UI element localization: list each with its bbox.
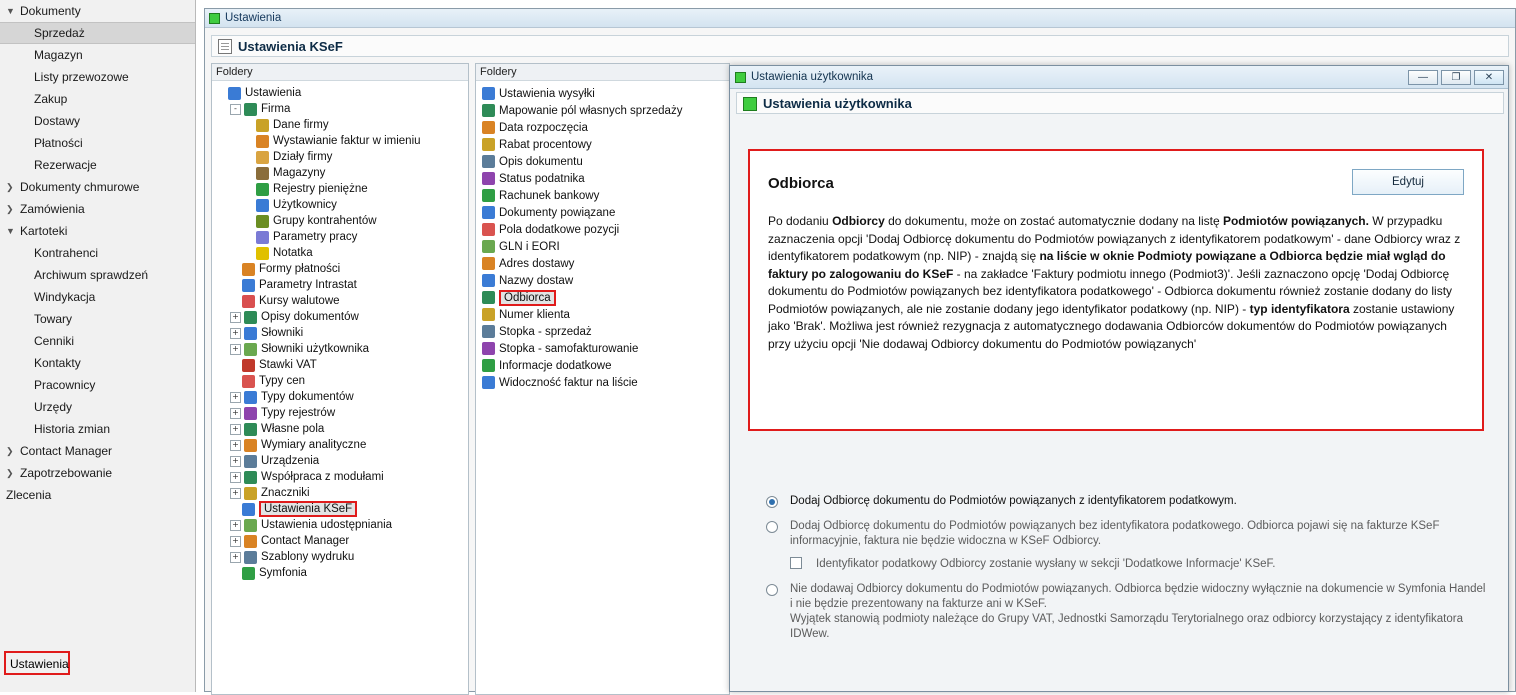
tree-item-label: Słowniki (261, 327, 304, 339)
page-title-text: Ustawienia KSeF (238, 38, 343, 54)
tree-item[interactable] (212, 197, 468, 213)
folder-icon (482, 155, 495, 168)
navigation-sidebar (0, 0, 196, 692)
tree-item-label: Contact Manager (261, 535, 350, 547)
sidebar-item-archiwum-sprawdze-[interactable]: Archiwum sprawdzeń (34, 268, 149, 282)
panel1-header: Foldery (212, 64, 468, 81)
expander-placeholder (244, 233, 253, 242)
list-item[interactable] (476, 204, 729, 221)
userdict-icon (244, 343, 257, 356)
chevron-icon: ❯ (6, 445, 14, 456)
tree-item[interactable] (212, 485, 468, 501)
list-item-label: Informacje dodatkowe (499, 359, 612, 372)
subfolders-panel (475, 63, 730, 695)
minimize-button[interactable]: — (1408, 70, 1438, 85)
tree-item[interactable] (212, 117, 468, 133)
list-item[interactable] (476, 170, 729, 187)
expander-placeholder (230, 265, 239, 274)
folders-tree-panel (211, 63, 469, 695)
symfonia-icon (242, 567, 255, 580)
folder-icon (482, 87, 495, 100)
tree-item-label: Ustawienia udostępniania (261, 519, 393, 531)
vat-icon (242, 359, 255, 372)
tree-item[interactable] (212, 469, 468, 485)
group-icon (256, 215, 269, 228)
panel1-body[interactable] (212, 81, 468, 694)
print-icon (244, 551, 257, 564)
tree-item-label: Typy cen (259, 375, 306, 387)
tree-item[interactable] (212, 149, 468, 165)
price-icon (242, 375, 255, 388)
sidebar-item-zlecenia[interactable]: Zlecenia (6, 488, 52, 502)
tree-item-label: Własne pola (261, 423, 325, 435)
radio-option-1[interactable] (760, 519, 1490, 572)
radio-option-0[interactable] (760, 494, 1490, 509)
expander-placeholder (244, 121, 253, 130)
list-item-label: Mapowanie pól własnych sprzedaży (499, 104, 683, 117)
sidebar-group-label: Zamówienia (20, 202, 85, 216)
dialog-section-icon (743, 97, 757, 111)
radio-option-2[interactable] (760, 582, 1490, 642)
list-item-label: Widoczność faktur na liście (499, 376, 638, 389)
list-item[interactable] (476, 221, 729, 238)
list-item[interactable] (476, 153, 729, 170)
doctype-icon (244, 391, 257, 404)
tree-item-label: Słowniki użytkownika (261, 343, 370, 355)
tree-item-label: Symfonia (259, 567, 307, 579)
expander-placeholder (244, 201, 253, 210)
expander-placeholder (230, 505, 239, 514)
dialog-subheader (736, 92, 1504, 114)
folder-icon (482, 359, 495, 372)
list-item-label: GLN i EORI (499, 240, 560, 253)
expander-placeholder (244, 217, 253, 226)
tree-item[interactable] (212, 453, 468, 469)
sidebar-group-3[interactable] (0, 220, 195, 242)
sidebar-item-listy-przewozowe[interactable]: Listy przewozowe (34, 70, 129, 84)
chevron-icon: ▼ (6, 6, 15, 16)
expander-icon[interactable]: + (230, 344, 241, 355)
invoice-icon (256, 135, 269, 148)
radio-icon[interactable] (766, 521, 778, 533)
currency-icon (242, 295, 255, 308)
odbiorca-heading: Odbiorca (768, 175, 834, 192)
tree-item[interactable] (212, 101, 468, 117)
sidebar-item-rezerwacje[interactable]: Rezerwacje (34, 158, 97, 172)
tree-item-label: Formy płatności (259, 263, 341, 275)
chevron-icon: ❯ (6, 181, 14, 192)
list-item[interactable] (476, 289, 729, 306)
tree-item-label: Ustawienia KSeF (259, 501, 357, 517)
dict-icon (244, 327, 257, 340)
folder-icon (482, 325, 495, 338)
fields-icon (244, 423, 257, 436)
list-item-label: Odbiorca (499, 290, 556, 306)
sidebar-item-towary[interactable]: Towary (34, 312, 73, 326)
dialog-title: Ustawienia użytkownika (751, 71, 874, 83)
list-item[interactable] (476, 255, 729, 272)
expander-placeholder (244, 185, 253, 194)
list-item[interactable] (476, 102, 729, 119)
sidebar-item-kontakty[interactable]: Kontakty (34, 356, 81, 370)
company-icon (244, 103, 257, 116)
list-item-label: Numer klienta (499, 308, 570, 321)
expander-icon[interactable]: + (230, 312, 241, 323)
tree-item[interactable] (212, 533, 468, 549)
tree-item[interactable] (212, 85, 468, 101)
sidebar-item-zakup[interactable]: Zakup (34, 92, 68, 106)
sidebar-item-magazyn[interactable]: Magazyn (34, 48, 83, 62)
money-icon (256, 183, 269, 196)
intrastat-icon (242, 279, 255, 292)
folder-icon (482, 342, 495, 355)
app-icon (209, 13, 220, 24)
sidebar-item-p-atno-ci[interactable]: Płatności (34, 136, 83, 150)
list-item[interactable] (476, 238, 729, 255)
tree-item[interactable] (212, 229, 468, 245)
expander-placeholder (230, 297, 239, 306)
share-icon (244, 519, 257, 532)
odbiorca-options-group (760, 494, 1490, 652)
tree-item-label: Wymiary analityczne (261, 439, 367, 451)
tree-item[interactable] (212, 133, 468, 149)
tree-item-label: Notatka (273, 247, 313, 259)
regtype-icon (244, 407, 257, 420)
list-item-label: Dokumenty powiązane (499, 206, 616, 219)
expander-placeholder (244, 249, 253, 258)
list-item-label: Ustawienia wysyłki (499, 87, 595, 100)
panel2-header: Foldery (476, 64, 729, 81)
expander-icon[interactable]: + (230, 408, 241, 419)
folder-icon (482, 291, 495, 304)
note-icon (256, 247, 269, 260)
identyfikator-checkbox-row[interactable] (790, 556, 1490, 572)
list-item-label: Pola dodatkowe pozycji (499, 223, 620, 236)
user-settings-dialog (729, 65, 1509, 692)
tree-item-label: Opisy dokumentów (261, 311, 359, 323)
sidebar-group-label: Zapotrzebowanie (20, 466, 113, 480)
expander-placeholder (230, 569, 239, 578)
ksef-icon (242, 503, 255, 516)
tree-item-label: Magazyny (273, 167, 326, 179)
tree-item[interactable] (212, 341, 468, 357)
odbiorca-info-box (748, 149, 1484, 431)
sidebar-group-4[interactable] (0, 440, 195, 462)
radio-icon[interactable] (766, 496, 778, 508)
list-item-label: Rachunek bankowy (499, 189, 600, 202)
maximize-button[interactable]: ❐ (1441, 70, 1471, 85)
sidebar-group-label: Contact Manager (20, 444, 113, 458)
tree-item[interactable] (212, 165, 468, 181)
list-item[interactable] (476, 323, 729, 340)
tree-item[interactable] (212, 309, 468, 325)
dialog-app-icon (735, 72, 746, 83)
chevron-icon: ❯ (6, 203, 14, 214)
tree-item-label: Stawki VAT (259, 359, 317, 371)
sidebar-group-label: Dokumenty chmurowe (20, 180, 140, 194)
sidebar-group-0[interactable] (0, 0, 195, 22)
chevron-icon: ▼ (6, 226, 15, 236)
folder-icon (482, 308, 495, 321)
sidebar-item-ustawienia[interactable]: Ustawienia (4, 651, 70, 675)
odbiorca-description: Po dodaniu Odbiorcy do dokumentu, może on zostać automatycznie dodany na listę Podmiotów powiązanych. W przypadku zaznaczenia opcji 'Dodaj Odbiorcę dokumentu do Podmiotów powiązanych z identyfikatorem podatkowym' - dane Odbiorcy wraz z identyfikatorem podatkowym (np. NIP) - znajdą się na liście w oknie Podmioty powiązane a Odbiorca będzie miał wgląd do faktury po zalogowaniu do KSeF - na zakładce 'Faktury podmiotu innego (Podmiot3)'. Jeśli zaznaczono opcję 'Dodaj Odbiorcę dokumentu do Podmiotów powiązanych bez identyfikatora podatkowego' - Odbiorca dokumentu również zostanie dodany do listy Podmiotów powiązanych, ale nie zostanie dodany jego identyfikator podatkowy (np. NIP) - typ identyfikatora zostanie ustawiony jako 'Brak'. Możliwa jest również rezygnacja z automatycznego dodawania Odbiorców dokumentów do Podmiotów powiązanych przy użyciu opcji 'Nie dodawaj Odbiorcy dokumentu do Podmiotów powiązanych' (768, 214, 1461, 351)
tree-item-label: Działy firmy (273, 151, 333, 163)
checkbox-icon[interactable] (790, 557, 802, 569)
tree-item[interactable] (212, 565, 468, 581)
folder-icon (482, 104, 495, 117)
tree-item-label: Parametry pracy (273, 231, 358, 243)
edit-button[interactable]: Edytuj (1352, 169, 1464, 195)
tree-item[interactable] (212, 501, 468, 517)
list-item[interactable] (476, 272, 729, 289)
list-item-label: Rabat procentowy (499, 138, 592, 151)
sidebar-item-dostawy[interactable]: Dostawy (34, 114, 81, 128)
tree-item-label: Znaczniki (261, 487, 310, 499)
dim-icon (244, 439, 257, 452)
expander-icon[interactable]: + (230, 456, 241, 467)
panel2-body[interactable] (476, 81, 729, 694)
list-item[interactable] (476, 119, 729, 136)
tree-item[interactable] (212, 293, 468, 309)
params-icon (256, 231, 269, 244)
list-item[interactable] (476, 85, 729, 102)
sidebar-item-kontrahenci[interactable]: Kontrahenci (34, 246, 99, 260)
folder-icon (482, 138, 495, 151)
list-item[interactable] (476, 374, 729, 391)
expander-icon[interactable]: - (230, 104, 241, 115)
expander-icon[interactable]: + (230, 424, 241, 435)
tree-item[interactable] (212, 421, 468, 437)
settings-icon (228, 87, 241, 100)
expander-placeholder (244, 169, 253, 178)
expander-placeholder (230, 281, 239, 290)
list-item[interactable] (476, 306, 729, 323)
expander-placeholder (244, 153, 253, 162)
radio-icon[interactable] (766, 584, 778, 596)
tree-item-label: Firma (261, 103, 291, 115)
sidebar-group-label: Kartoteki (20, 224, 68, 238)
expander-icon[interactable]: + (230, 392, 241, 403)
sidebar-item-cenniki[interactable]: Cenniki (34, 334, 75, 348)
folder-icon (482, 223, 495, 236)
document-icon (218, 39, 232, 54)
tree-item-label: Urządzenia (261, 455, 320, 467)
cm-icon (244, 535, 257, 548)
tree-item-label: Dane firmy (273, 119, 329, 131)
expander-icon[interactable]: + (230, 440, 241, 451)
tree-item-label: Wystawianie faktur w imieniu (273, 135, 421, 147)
tree-item-label: Współpraca z modułami (261, 471, 384, 483)
list-item-label: Status podatnika (499, 172, 585, 185)
radio-option-label: Dodaj Odbiorcę dokumentu do Podmiotów powiązanych z identyfikatorem podatkowym. (790, 495, 1237, 507)
tree-item-label: Szablony wydruku (261, 551, 355, 563)
page-title (211, 35, 1509, 57)
sidebar-group-5[interactable] (0, 462, 195, 484)
tree-item-label: Użytkownicy (273, 199, 337, 211)
folder-icon (482, 121, 495, 134)
tree-item-label: Typy dokumentów (261, 391, 354, 403)
desc-icon (244, 311, 257, 324)
window-controls (1408, 70, 1508, 85)
modules-icon (244, 471, 257, 484)
expander-icon[interactable]: + (230, 552, 241, 563)
sidebar-item-urz-dy[interactable]: Urzędy (34, 400, 73, 414)
folder-icon (482, 172, 495, 185)
list-item-label: Stopka - samofakturowanie (499, 342, 639, 355)
expander-icon[interactable]: + (230, 328, 241, 339)
data-icon (256, 119, 269, 132)
users-icon (256, 199, 269, 212)
list-item-label: Nazwy dostaw (499, 274, 574, 287)
tree-item[interactable] (212, 277, 468, 293)
sidebar-group-1[interactable] (0, 176, 195, 198)
folder-icon (482, 189, 495, 202)
expander-icon[interactable]: + (230, 472, 241, 483)
folder-icon (482, 206, 495, 219)
expander-icon[interactable]: + (230, 488, 241, 499)
list-item[interactable] (476, 357, 729, 374)
tree-item[interactable] (212, 357, 468, 373)
list-item[interactable] (476, 340, 729, 357)
folder-icon (482, 240, 495, 253)
tags-icon (244, 487, 257, 500)
expander-icon[interactable]: + (230, 536, 241, 547)
expander-placeholder (230, 377, 239, 386)
sidebar-item-sprzeda-[interactable]: Sprzedaż (0, 22, 195, 44)
devices-icon (244, 455, 257, 468)
sidebar-item-pracownicy[interactable]: Pracownicy (34, 378, 96, 392)
tree-item[interactable] (212, 549, 468, 565)
tree-item-label: Parametry Intrastat (259, 279, 357, 291)
close-icon[interactable]: ✕ (1474, 70, 1504, 85)
tree-item[interactable] (212, 405, 468, 421)
dialog-subheader-text: Ustawienia użytkownika (763, 95, 912, 111)
sidebar-item-historia-zmian[interactable]: Historia zmian (34, 422, 111, 436)
sidebar-item-windykacja[interactable]: Windykacja (34, 290, 96, 304)
window-titlebar (205, 9, 1515, 28)
list-item-label: Stopka - sprzedaż (499, 325, 592, 338)
window-title: Ustawienia (225, 12, 282, 24)
tree-item-label: Ustawienia (245, 87, 302, 99)
sidebar-group-label: Dokumenty (20, 4, 81, 18)
tree-item[interactable] (212, 325, 468, 341)
tree-item[interactable] (212, 261, 468, 277)
tree-item-label: Rejestry pieniężne (273, 183, 368, 195)
list-item[interactable] (476, 187, 729, 204)
folder-icon (482, 274, 495, 287)
payment-icon (242, 263, 255, 276)
tree-item[interactable] (212, 181, 468, 197)
tree-item[interactable] (212, 389, 468, 405)
folder-icon (482, 376, 495, 389)
list-item-label: Data rozpoczęcia (499, 121, 588, 134)
warehouse-icon (256, 167, 269, 180)
tree-item-label: Grupy kontrahentów (273, 215, 377, 227)
checkbox-label: Identyfikator podatkowy Odbiorcy zostanie wysłany w sekcji 'Dodatkowe Informacje' KSeF. (816, 558, 1276, 570)
tree-item[interactable] (212, 245, 468, 261)
dialog-titlebar (730, 66, 1508, 89)
dept-icon (256, 151, 269, 164)
list-item-label: Opis dokumentu (499, 155, 583, 168)
folder-icon (482, 257, 495, 270)
tree-item-label: Typy rejestrów (261, 407, 336, 419)
expander-placeholder (230, 361, 239, 370)
list-item[interactable] (476, 136, 729, 153)
tree-item[interactable] (212, 373, 468, 389)
expander-placeholder (244, 137, 253, 146)
expander-placeholder (216, 89, 225, 98)
tree-item-label: Kursy walutowe (259, 295, 340, 307)
chevron-icon: ❯ (6, 467, 14, 478)
tree-item[interactable] (212, 517, 468, 533)
list-item-label: Adres dostawy (499, 257, 575, 270)
expander-icon[interactable]: + (230, 520, 241, 531)
sidebar-group-2[interactable] (0, 198, 195, 220)
radio-option-label: Nie dodawaj Odbiorcy dokumentu do Podmiotów powiązanych. Odbiorca będzie widoczny wyłącznie na dokumencie w Symfonia Handel i nie będzie prezentowany na fakturze ani w KSeF. Wyjątek stanowią podmioty należące do Grupy VAT, Jednostki Samorządu Terytorialnego oraz odbiorcy korzystający z identyfikatora IDWew. (790, 583, 1486, 640)
radio-option-label: Dodaj Odbiorcę dokumentu do Podmiotów powiązanych bez identyfikatora podatkowego. Odbiorca pojawi się na fakturze KSeF informacyjnie, faktura nie będzie widoczna w KSeF Odbiorcy. (790, 520, 1440, 547)
tree-item[interactable] (212, 213, 468, 229)
tree-item[interactable] (212, 437, 468, 453)
